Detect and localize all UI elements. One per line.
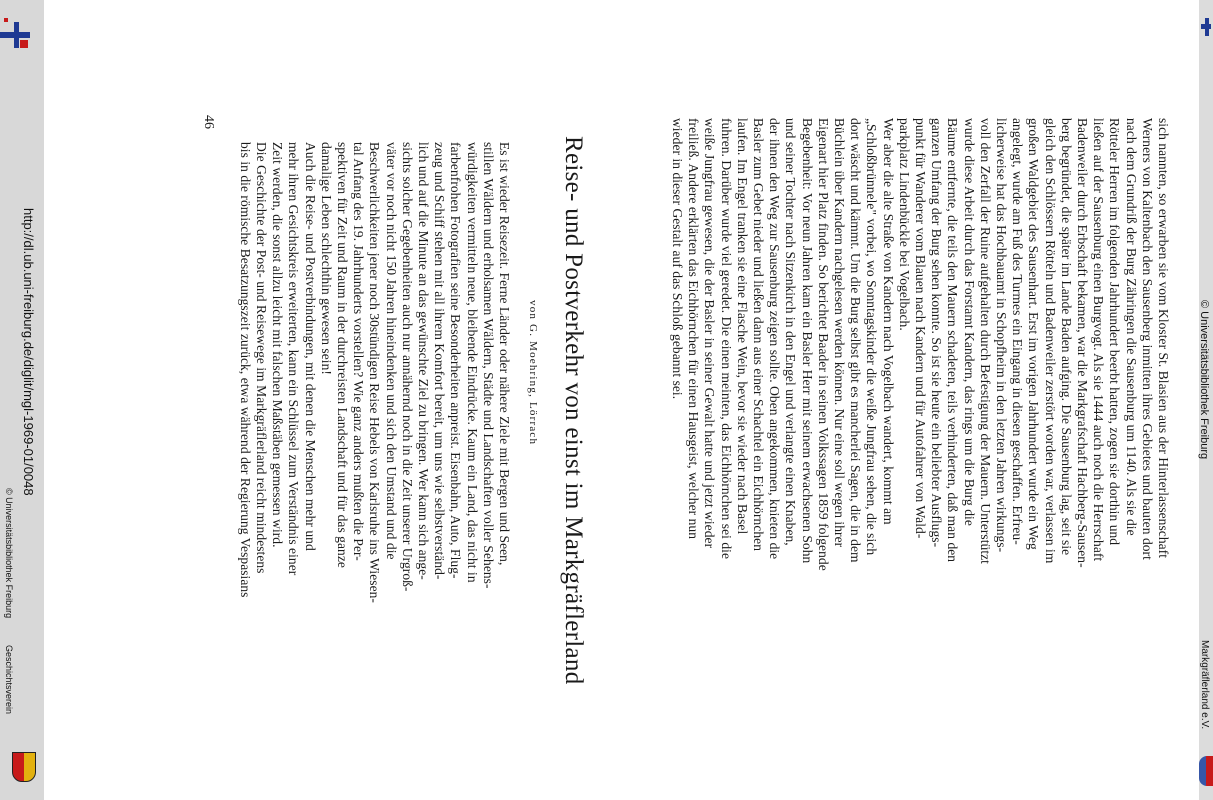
- text-line: licherweise hat das Hochbauamt in Schopfheim in den letzten Jahren wirkungs-: [994, 118, 1009, 553]
- text-line: weiße Jungfrau gewesen, die der Basler in seiner Gewalt hatte und jetzt wieder: [702, 118, 718, 549]
- text-line: sich nannten, so erwarben sie vom Kloster St. Blasien aus der Hinterlassenschaft: [1156, 118, 1171, 559]
- text-line: spektiven für Zeit und Raum in der durchreisten Landschaft und für das ganze: [335, 142, 350, 568]
- text-line: ganzen Umfang der Burg sehen konnte. So ist sie heute ein beliebter Ausflugs-: [929, 118, 945, 548]
- permalink-url[interactable]: http://dl.ub.uni-freiburg.de/diglit/mgl-1969-01/0048: [21, 208, 36, 496]
- text-line: und seiner Tochter nach Sitzenkirch in den Engel und verlangte einen Knaben,: [783, 118, 799, 546]
- text-line: wurde diese Arbeit durch das Forstamt Kandern, das rings um die Burg die: [961, 118, 977, 526]
- text-line: punkt für Wanderer vom Blauen nach Kandern und für Autofahrer von Wald-: [913, 118, 928, 539]
- text-line: damalige Leben schlechthin gewesen sein!: [318, 142, 334, 375]
- text-line: Zeit werden, die sonst allzu leicht mit falschen Maßstäben gemessen wird.: [270, 142, 286, 548]
- text-line: gleich den Schlössern Rötteln und Badenweiler zerstört worden war, verlassen im: [1042, 118, 1058, 564]
- text-line: farbenfrohen Fotografien seine Besonderheiten anpreist. Eisenbahn, Auto, Flug-: [448, 142, 464, 579]
- ub-logo-icon: [0, 14, 44, 74]
- text-line: Werners von Kaltenbach den Sausenberg inmitten ihres Gebietes und bauten dort: [1139, 118, 1155, 560]
- text-line: Beschwerlichkeiten jener noch 30stündigen Reise Hebels von Karlsruhe ins Wiesen-: [367, 142, 383, 603]
- text-line: Bäume entfernte, die teils den Mauern schadeten, teils verhinderten, daß man den: [945, 118, 961, 563]
- text-line: tal Anfang des 19. Jahrhunderts vorstellen? Wie ganz anders mußten die Per-: [351, 142, 367, 561]
- text-line: zeug und Schiff stehen mit all ihrem Komfort bereit, um uns wie selbstverständ-: [432, 142, 448, 580]
- article-byline: von G. Moehring, Lörrach: [527, 300, 539, 446]
- article-title: Reise- und Postverkehr von einst im Markgräflerland: [560, 136, 587, 685]
- text-line: Eigenart hier Platz finden. So berichtet Baader in seinen Volkssagen 1859 folgende: [815, 118, 831, 571]
- text-line: „Schloßbrünnele" vorbei, wo Sonntagskinder die weiße Jungfrau sehen, die sich: [864, 118, 880, 556]
- ub-logo-icon-right: [1199, 14, 1213, 54]
- text-line: Auch die Reise- und Postverbindungen, mit denen die Menschen mehr und: [302, 142, 318, 551]
- scanned-page: [44, 0, 1199, 800]
- text-line: Wer aber die alte Straße von Kandern nach Vogelbach wandert, kommt am: [880, 118, 896, 525]
- text-line: freiließ. Andere erklärten das Eichhörnchen für einen Hausgeist, welcher nun: [686, 118, 702, 540]
- text-line: dort wäscht und kämmt. Um die Burg selbst gibt es mancherlei Sagen, die in dem: [848, 118, 864, 563]
- text-line: Basler zum Gebet nieder und ließen dann aus einer Schachtel ein Eichhörnchen: [751, 118, 766, 552]
- text-line: Büchlein über Kandern nachgelesen werden können. Nur eine soll wegen ihrer: [832, 118, 847, 548]
- text-line: sichts solcher Gegebenheiten auch nur annähernd noch in die Zeit unserer Urgroß-: [399, 142, 415, 592]
- text-line: Badenweiler durch Erbschaft bekamen, war die Markgrafschaft Hachberg-Sausen-: [1075, 118, 1090, 568]
- text-line: berg begründet, die später im Lande Baden aufging. Die Sausenburg lag, seit sie: [1058, 118, 1074, 556]
- text-line: großen Waldgebiet des Sausenhart. Erst im vorigen Jahrhundert wurde ein Weg: [1026, 118, 1042, 550]
- header-society-edge: Markgräflerland e.V.: [1199, 640, 1210, 730]
- text-line: angelegt, wurde am Fuß des Turmes ein Eingang in diesen geschaffen. Erfreu-: [1010, 118, 1026, 545]
- text-line: parkplatz Lindenbückle bei Vogelbach.: [896, 118, 912, 331]
- text-line: väter vor noch nicht 150 Jahren hineindenken und sich den Umstand und die: [383, 142, 399, 560]
- society-name: Geschichtsverein: [4, 645, 14, 715]
- text-line: fuhren. Darüber wurde viel geredet. Die einen meinten, das Eichhörnchen sei die: [718, 118, 734, 560]
- coat-of-arms-icon: [12, 752, 36, 782]
- text-line: Begebenheit: Vor neun Jahren kam ein Basler Herr mit seinem erwachsenen Sohn: [799, 118, 815, 564]
- text-line: Die Geschichte der Post- und Reisewege im Markgräflerland reicht mindestens: [254, 142, 269, 574]
- page-number: 46: [201, 115, 216, 129]
- header-copyright-edge: © Universitätsbibliothek Freiburg: [1198, 300, 1210, 460]
- text-line: stillen Wäldern und erholsamen Wäldern, Städte und Landschaften voller Sehens-: [480, 142, 496, 589]
- copyright-notice: © Universitätsbibliothek Freiburg: [4, 488, 14, 619]
- society-crest-icon: [1199, 756, 1213, 786]
- text-line: ließen auf der Sausenburg einen Burgvogt. Als sie 1444 auch noch die Herrschaft: [1091, 118, 1107, 562]
- text-line: Es ist wieder Reisezeit. Ferne Länder oder nähere Ziele mit Bergen und Seen,: [497, 142, 512, 566]
- text-line: wieder in dieser Gestalt auf das Schloß gebannt sei.: [670, 118, 685, 400]
- text-line: laufen. Im Engel tranken sie eine Flasche Wein, bevor sie wieder nach Basel: [734, 118, 750, 535]
- text-line: lich und auf die Minute an das gewünschte Ziel zu bringen. Wer kann sich ange-: [416, 142, 431, 580]
- text-line: voll den Zerfall der Ruine aufgehalten durch Befestigung der Mauern. Unterstützt: [977, 118, 993, 564]
- text-line: mehr ihren Gesichtskreis erweiterten, kann ein Schlüssel zum Verständnis einer: [286, 142, 302, 576]
- text-line: würdigkeiten vermitteln neue, bleibende Eindrücke. Kaum ein Land, das nicht in: [464, 142, 480, 583]
- text-line: nach dem Grundriß der Burg Zähringen die Sausenburg um 1140. Als sie die: [1123, 118, 1139, 536]
- text-line: der ihnen den Weg zur Sausenburg zeigen sollte. Oben angekommen, knieten die: [767, 118, 783, 560]
- text-line: bis in die römische Besatzungszeit zurück, etwa während der Regierung Vespasians: [237, 142, 253, 598]
- text-line: Rötteler Herren im folgenden Jahrhundert beerbt hatten, zogen sie dorthin und: [1107, 118, 1123, 546]
